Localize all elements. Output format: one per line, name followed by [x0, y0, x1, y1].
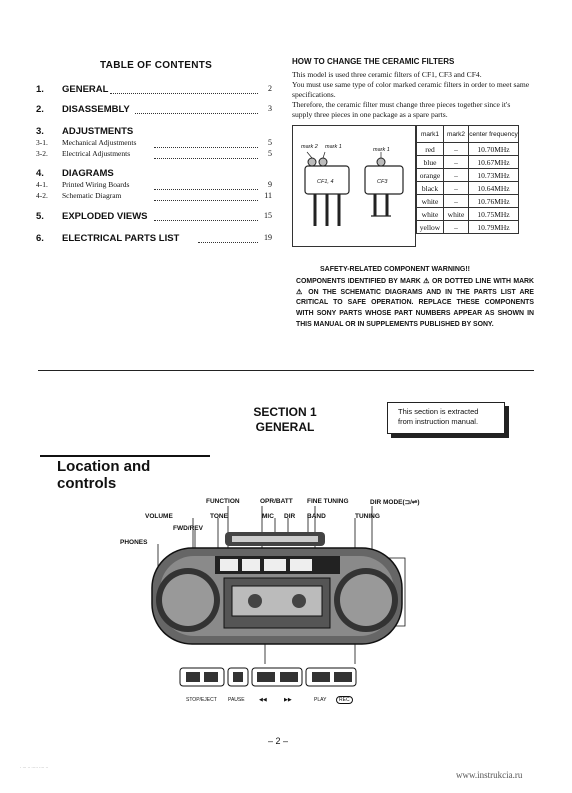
toc-entry-page: 15	[264, 211, 272, 220]
toc-entry-label: Electrical Adjustments	[62, 149, 131, 158]
toc-entry-label: DIAGRAMS	[62, 168, 114, 179]
table-header-mark2: mark2	[444, 126, 469, 143]
toc-entry-number: 4-1.	[36, 180, 48, 189]
toc-entry-label: Schematic Diagram	[62, 191, 122, 200]
table-cell: white	[417, 208, 444, 221]
table-cell: yellow	[417, 221, 444, 234]
toc-entry-number: 2.	[36, 104, 44, 115]
toc-entry-page: 19	[264, 233, 272, 242]
toc-leader-dots	[110, 93, 258, 94]
warning-text: COMPONENTS IDENTIFIED BY MARK ⚠ OR DOTTED LINE WITH MARK ⚠ ON THE SCHEMATIC DIAGRAMS AND IN THE PARTS LIST ARE CRITICAL TO SAFE OPERATION. REPLACE THESE COMPONENTS WITH SONY PARTS WHOSE PART NUMBERS APPEAR AS SHOWN IN THIS MANUAL OR IN SUPPLEMENTS PUBLISHED BY SONY.	[296, 278, 534, 328]
toc-entry-label: Printed Wiring Boards	[62, 180, 130, 189]
cf14-label: CF1, 4	[317, 179, 334, 185]
table-cell: 10.73MHz	[469, 169, 519, 182]
page-number: – 2 –	[268, 736, 289, 746]
toc-entry-number: 3-1.	[36, 138, 48, 147]
label-mic: MIC	[262, 513, 274, 520]
toc-entry-number: 4.	[36, 168, 44, 179]
location-title-line2: controls	[57, 475, 117, 492]
table-row	[417, 169, 519, 182]
toc-entry-number: 4-2.	[36, 191, 48, 200]
extract-note: This section is extracted from instruction manual.	[387, 402, 505, 434]
toc-entry-label: Mechanical Adjustments	[62, 138, 137, 147]
table-row	[417, 156, 519, 169]
table-cell: 10.76MHz	[469, 195, 519, 208]
toc-leader-dots	[198, 242, 258, 243]
table-cell: white	[444, 208, 469, 221]
label-dir-mode: DIR MODE(⊐/⇌)	[370, 499, 420, 506]
table-cell: red	[417, 143, 444, 156]
label-pause: PAUSE	[228, 697, 245, 703]
toc-entry-label: EXPLODED VIEWS	[62, 211, 148, 222]
toc-leader-dots	[154, 147, 258, 148]
table-cell: –	[444, 195, 469, 208]
toc-entry-page: 5	[268, 138, 272, 147]
mark2-label: mark 2	[301, 144, 318, 150]
table-row	[417, 182, 519, 195]
toc-leader-dots	[154, 189, 258, 190]
table-cell: blue	[417, 156, 444, 169]
table-cell: 10.67MHz	[469, 156, 519, 169]
filters-heading: HOW TO CHANGE THE CERAMIC FILTERS	[292, 57, 455, 66]
table-row	[417, 221, 519, 234]
filters-para3: Therefore, the ceramic filter must change three pieces together since it's supply three pieces in one package as a spare parts.	[292, 100, 511, 120]
table-cell: white	[417, 195, 444, 208]
table-row	[417, 195, 519, 208]
label-volume: VOLUME	[145, 513, 173, 520]
toc-leader-dots	[154, 220, 258, 221]
label-tone: TONE	[210, 513, 228, 520]
location-title-line1: Location and	[57, 458, 151, 475]
table-cell: 10.75MHz	[469, 208, 519, 221]
filters-para1: This model is used three ceramic filters of CF1, CF3 and CF4.	[292, 70, 482, 79]
toc-entry-number: 6.	[36, 233, 44, 244]
location-rule	[40, 455, 210, 457]
frequency-table-body	[417, 143, 519, 234]
table-cell: –	[444, 221, 469, 234]
toc-leader-dots	[154, 200, 258, 201]
label-rec: REC	[336, 696, 353, 704]
label-opr-batt: OPR/BATT	[260, 498, 293, 505]
table-cell: 10.70MHz	[469, 143, 519, 156]
toc-title: TABLE OF CONTENTS	[100, 60, 213, 71]
location-title	[57, 458, 150, 492]
toc-entry-page: 5	[268, 149, 272, 158]
label-band: BAND	[307, 513, 326, 520]
section-title	[250, 405, 320, 435]
table-cell: –	[444, 169, 469, 182]
label-ff: ▶▶	[284, 697, 292, 703]
toc-leader-dots	[135, 113, 258, 114]
table-header-mark1: mark1	[417, 126, 444, 143]
frequency-table	[416, 125, 519, 234]
toc-entry-label: DISASSEMBLY	[62, 104, 130, 115]
toc-entry-page: 3	[268, 104, 272, 113]
table-row	[417, 208, 519, 221]
table-cell: –	[444, 156, 469, 169]
label-rew: ◀◀	[259, 697, 267, 703]
footer-code: · ··· ·· ····· ···· ··	[20, 765, 49, 770]
toc-entry-page: 2	[268, 84, 272, 93]
label-function: FUNCTION	[206, 498, 240, 505]
toc-entry-label: GENERAL	[62, 84, 109, 95]
watermark: www.instrukcia.ru	[456, 770, 523, 780]
table-cell: black	[417, 182, 444, 195]
label-play: PLAY	[314, 697, 327, 703]
label-fine-tuning: FINE TUNING	[307, 498, 349, 505]
warning-heading: SAFETY-RELATED COMPONENT WARNING!!	[320, 266, 470, 273]
toc-entry-page: 11	[264, 191, 272, 200]
toc-entry-number: 3-2.	[36, 149, 48, 158]
toc-entry-number: 5.	[36, 211, 44, 222]
table-header-frequency: center frequency	[469, 126, 519, 143]
cf3-label: CF3	[377, 179, 388, 185]
table-cell: orange	[417, 169, 444, 182]
table-cell: –	[444, 182, 469, 195]
toc-entry-label: ADJUSTMENTS	[62, 126, 134, 137]
table-row	[417, 143, 519, 156]
filters-para2: You must use same type of color marked ceramic filters in order to meet same specifications.	[292, 80, 530, 100]
section-number: SECTION 1	[253, 405, 317, 419]
section-divider	[38, 370, 534, 371]
section-name: GENERAL	[255, 420, 315, 434]
label-fwd-rev: FWD/REV	[173, 525, 203, 532]
table-cell: 10.64MHz	[469, 182, 519, 195]
mark1-label-a: mark 1	[325, 144, 342, 150]
toc-entry-page: 9	[268, 180, 272, 189]
label-dir: DIR	[284, 513, 296, 520]
label-phones: PHONES	[120, 539, 148, 546]
toc-entry-number: 1.	[36, 84, 44, 95]
filter-diagram	[292, 125, 416, 247]
table-cell: 10.79MHz	[469, 221, 519, 234]
toc-leader-dots	[154, 158, 258, 159]
toc-entry-number: 3.	[36, 126, 44, 137]
radio-illustration	[100, 496, 450, 706]
toc-entry-label: ELECTRICAL PARTS LIST	[62, 233, 180, 244]
table-cell: –	[444, 143, 469, 156]
label-stop-eject: STOP/EJECT	[186, 697, 217, 703]
label-tuning: TUNING	[355, 513, 380, 520]
mark1-label-b: mark 1	[373, 147, 390, 153]
